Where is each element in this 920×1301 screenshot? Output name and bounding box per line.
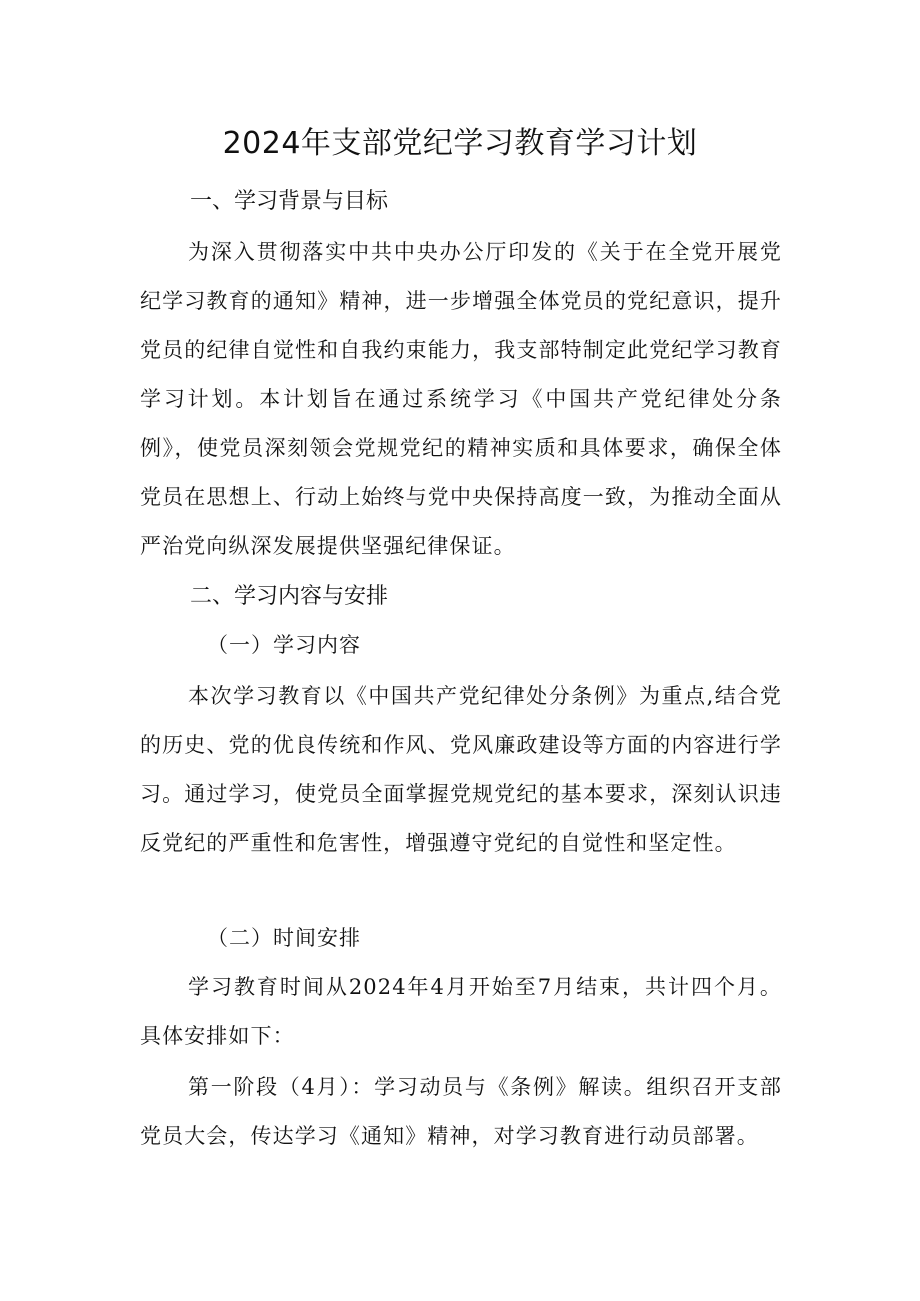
- document-title: 2024年支部党纪学习教育学习计划: [222, 126, 698, 161]
- section-heading-background: 一、学习背景与目标: [190, 189, 389, 214]
- section-heading-content: 二、学习内容与安排: [190, 584, 389, 609]
- paragraph-schedule-stage1: 第一阶段（4月）：学习动员与《条例》解读。组织召开支部党员大会，传达学习《通知》精神，对学习教育进行动员部署。: [140, 1075, 782, 1148]
- paragraph-schedule-intro: 学习教育时间从2024年4月开始至7月结束，共计四个月。具体安排如下：: [140, 975, 782, 1048]
- paragraph-content: 本次学习教育以《中国共产党纪律处分条例》为重点,结合党的历史、党的优良传统和作风、党风廉政建设等方面的内容进行学习。通过学习，使党员全面掌握党规党纪的基本要求，深刻认识违反党纪的严重性和危害性，增强遵守党纪的自觉性和坚定性。: [140, 684, 782, 855]
- paragraph-background: 为深入贯彻落实中共中央办公厅印发的《关于在全党开展党纪学习教育的通知》精神，进一步增强全体党员的党纪意识，提升党员的纪律自觉性和自我约束能力，我支部特制定此党纪学习教育学习计划。本计划旨在通过系统学习《中国共产党纪律处分条例》，使党员深刻领会党规党纪的精神实质和具体要求，确保全体党员在思想上、行动上始终与党中央保持高度一致，为推动全面从严治党向纵深发展提供坚强纪律保证。: [140, 240, 782, 558]
- subsection-heading-schedule: （二）时间安排: [207, 926, 361, 950]
- subsection-heading-content: （一）学习内容: [207, 633, 361, 657]
